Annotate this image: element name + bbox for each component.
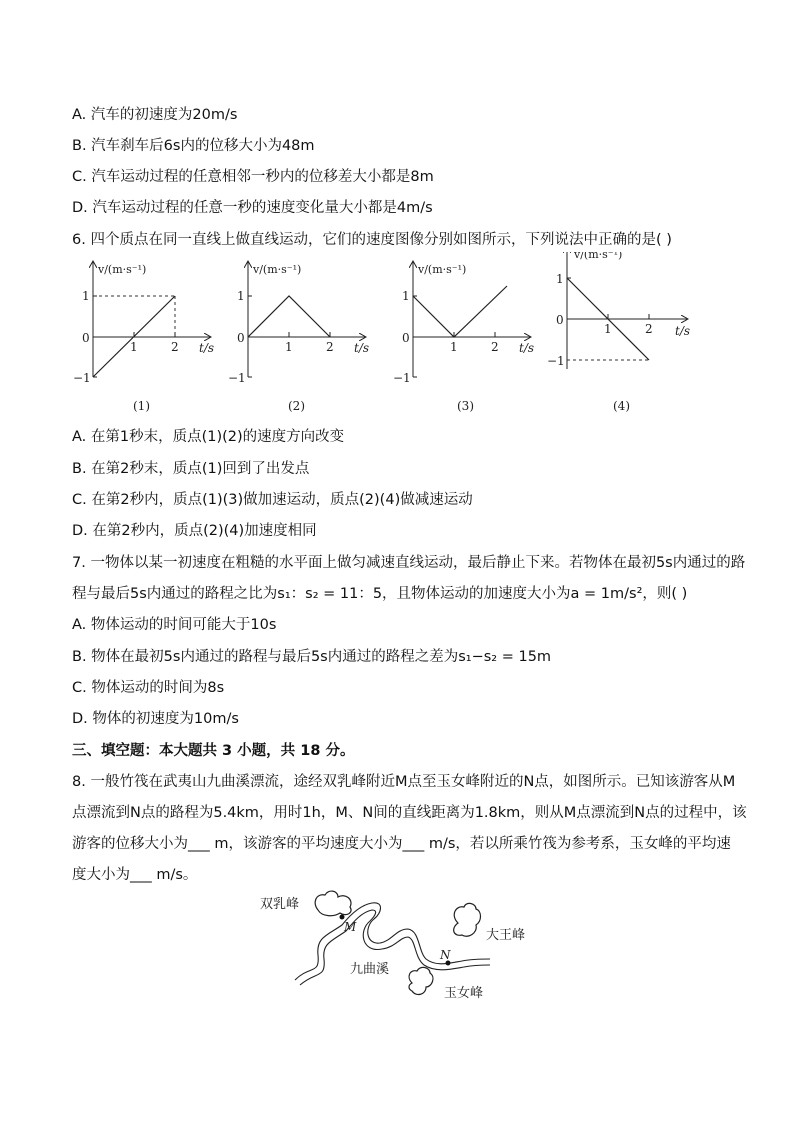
graph-2 xyxy=(228,262,369,413)
q5-option-b: B. 汽车刹车后6s内的位移大小为48m xyxy=(72,138,315,154)
graph-1-caption: (1) xyxy=(133,399,150,413)
graph-3-tick-x2: 2 xyxy=(491,340,499,354)
graph-4-xlabel: t/s xyxy=(675,324,691,338)
shuangrufeng-icon xyxy=(315,891,351,916)
q8-line-1: 8. 一般竹筏在武夷山九曲溪漂流，途经双乳峰附近M点至玉女峰附近的N点，如图所示。已知该游客从M xyxy=(72,774,736,790)
q7-option-b: B. 物体在最初5s内通过的路程与最后5s内通过的路程之差为s₁−s₂ = 15m xyxy=(72,649,552,665)
section-3-title: 三、填空题：本大题共 3 小题，共 18 分。 xyxy=(72,743,355,759)
graph-4 xyxy=(547,252,690,413)
dawangfeng-icon xyxy=(454,903,481,936)
graph-1-tick-x2: 2 xyxy=(171,340,179,354)
q5-option-d: D. 汽车运动过程的任意一秒的速度变化量大小都是4m/s xyxy=(72,200,433,216)
q6-stem: 6. 四个质点在同一直线上做直线运动，它们的速度图像分别如图所示，下列说法中正确的是( ) xyxy=(72,232,672,248)
point-n-label: N xyxy=(440,948,451,962)
q6-option-d: D. 在第2秒内，质点(2)(4)加速度相同 xyxy=(72,523,317,539)
graph-3-tick-0: 0 xyxy=(402,331,410,345)
graph-4-caption: (4) xyxy=(613,399,630,413)
label-jiuquxi: 九曲溪 xyxy=(350,962,390,977)
q7-stem-line-2: 程与最后5s内通过的路程之比为s₁：s₂ = 11：5，且物体运动的加速度大小为a = 1m/s²，则( ) xyxy=(72,586,688,602)
graph-2-ylabel: v/(m·s⁻¹) xyxy=(253,263,302,276)
graph-2-tick-x1: 1 xyxy=(285,340,293,354)
graph-1 xyxy=(73,262,214,413)
q8-line-4: 度大小为___ m/s。 xyxy=(72,867,198,883)
graph-4-tick-x1: 1 xyxy=(604,322,612,336)
graph-3-ylabel: v/(m·s⁻¹) xyxy=(418,263,467,276)
q6-option-c: C. 在第2秒内，质点(1)(3)做加速运动，质点(2)(4)做减速运动 xyxy=(72,492,473,508)
point-m-label: M xyxy=(344,920,357,934)
graph-2-tick-x2: 2 xyxy=(326,340,334,354)
jiuquxi-map xyxy=(250,885,540,1014)
graph-1-ylabel: v/(m·s⁻¹) xyxy=(98,263,147,276)
graph-1-tick-0: 0 xyxy=(82,331,90,345)
label-shuangrufeng: 双乳峰 xyxy=(260,897,300,912)
graph-4-tick-neg1: −1 xyxy=(547,354,565,368)
yunvfeng-icon xyxy=(409,967,433,994)
graph-2-tick-1: 1 xyxy=(237,289,245,303)
graph-3-tick-1: 1 xyxy=(402,289,410,303)
graph-3-tick-neg1: −1 xyxy=(393,371,411,385)
q8-line-3: 游客的位移大小为___ m，该游客的平均速度大小为___ m/s，若以所乘竹筏为参考系，玉女峰的平均速 xyxy=(72,836,731,852)
q6-option-a: A. 在第1秒末，质点(1)(2)的速度方向改变 xyxy=(72,429,345,445)
graph-3 xyxy=(393,262,534,413)
graph-3-series xyxy=(413,286,507,337)
graph-1-tick-1: 1 xyxy=(82,289,90,303)
point-m-marker xyxy=(340,915,345,920)
graph-3-tick-x1: 1 xyxy=(450,340,458,354)
q7-option-c: C. 物体运动的时间为8s xyxy=(72,680,225,696)
graph-4-tick-0: 0 xyxy=(556,313,564,327)
graph-3-caption: (3) xyxy=(457,399,474,413)
q7-option-d: D. 物体的初速度为10m/s xyxy=(72,711,239,727)
q6-option-b: B. 在第2秒末，质点(1)回到了出发点 xyxy=(72,461,310,477)
graph-2-xlabel: t/s xyxy=(354,341,370,355)
graph-2-tick-0: 0 xyxy=(237,331,245,345)
q5-option-a: A. 汽车的初速度为20m/s xyxy=(72,107,238,123)
graph-3-xlabel: t/s xyxy=(519,341,535,355)
graph-4-tick-x2: 2 xyxy=(645,322,653,336)
q5-option-c: C. 汽车运动过程的任意相邻一秒内的位移差大小都是8m xyxy=(72,169,434,185)
graph-2-series xyxy=(248,296,330,337)
q8-line-2: 点漂流到N点的路程为5.4km，用时1h，M、N间的直线距离为1.8km，则从M点漂流到N点的过程中，该 xyxy=(72,805,747,821)
q6-graphs xyxy=(55,252,705,426)
graph-1-tick-x1: 1 xyxy=(130,340,138,354)
graph-4-tick-1: 1 xyxy=(556,272,564,286)
graph-2-caption: (2) xyxy=(288,399,305,413)
graph-4-ylabel: v/(m·s⁻¹) xyxy=(574,252,623,261)
graph-1-tick-neg1: −1 xyxy=(73,371,91,385)
label-yunvfeng: 玉女峰 xyxy=(444,986,484,1001)
q7-stem-line-1: 7. 一物体以某一初速度在粗糙的水平面上做匀减速直线运动，最后静止下来。若物体在最初5s内通过的路 xyxy=(72,555,746,571)
label-dawangfeng: 大王峰 xyxy=(486,928,526,943)
q7-option-a: A. 物体运动的时间可能大于10s xyxy=(72,617,277,633)
graph-1-xlabel: t/s xyxy=(199,341,215,355)
graph-2-tick-neg1: −1 xyxy=(228,371,246,385)
